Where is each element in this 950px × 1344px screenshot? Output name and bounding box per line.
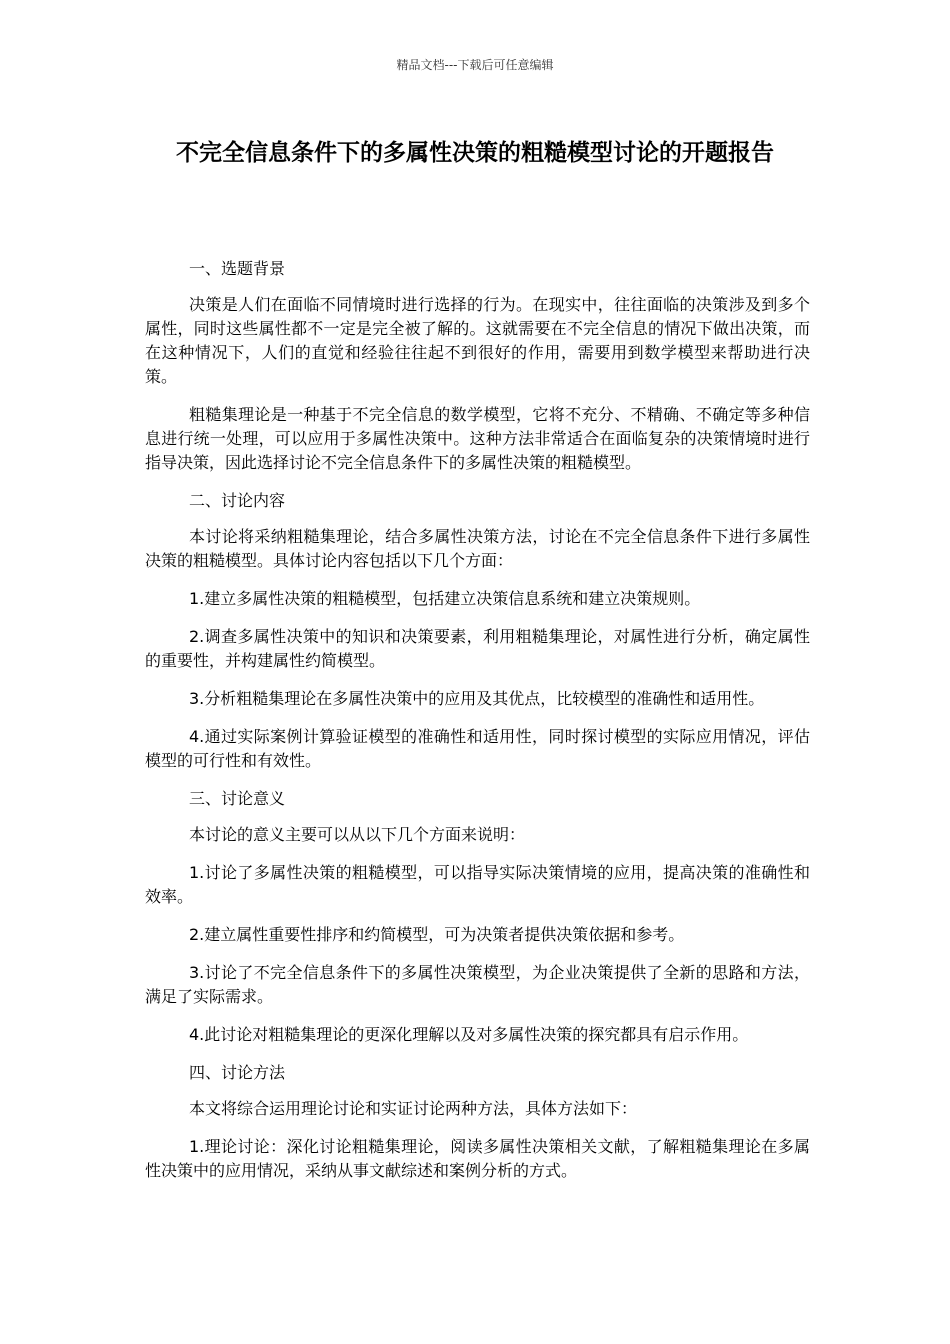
list-item: 1.讨论了多属性决策的粗糙模型，可以指导实际决策情境的应用，提高决策的准确性和效率。 bbox=[145, 863, 810, 906]
paragraph: 粗糙集理论是一种基于不完全信息的数学模型，它将不充分、不精确、不确定等多种信息进行统一处理，可以应用于多属性决策中。这种方法非常适合在面临复杂的决策情境时进行指导决策，因此选择讨论不完全信息条件下的多属性决策的粗糙模型。 bbox=[145, 405, 810, 472]
list-item: 4.此讨论对粗糙集理论的更深化理解以及对多属性决策的探究都具有启示作用。 bbox=[189, 1025, 749, 1044]
list-item: 1.理论讨论：深化讨论粗糙集理论，阅读多属性决策相关文献，了解粗糙集理论在多属性决策中的应用情况，采纳从事文献综述和案例分析的方式。 bbox=[145, 1137, 810, 1180]
list-item: 3.分析粗糙集理论在多属性决策中的应用及其优点，比较模型的准确性和适用性。 bbox=[189, 689, 765, 708]
list-item: 2.调查多属性决策中的知识和决策要素，利用粗糙集理论，对属性进行分析，确定属性的重要性，并构建属性约简模型。 bbox=[145, 627, 810, 670]
section-heading-content: 二、讨论内容 bbox=[189, 491, 286, 510]
paragraph: 决策是人们在面临不同情境时进行选择的行为。在现实中，往往面临的决策涉及到多个属性，同时这些属性都不一定是完全被了解的。这就需要在不完全信息的情况下做出决策，而在这种情况下，人们的直觉和经验往往起不到很好的作用，需要用到数学模型来帮助进行决策。 bbox=[145, 295, 810, 386]
paragraph: 本文将综合运用理论讨论和实证讨论两种方法，具体方法如下： bbox=[189, 1099, 638, 1118]
paragraph: 本讨论将采纳粗糙集理论，结合多属性决策方法，讨论在不完全信息条件下进行多属性决策的粗糙模型。具体讨论内容包括以下几个方面： bbox=[145, 527, 810, 570]
section-heading-background: 一、选题背景 bbox=[189, 259, 286, 278]
list-item: 3.讨论了不完全信息条件下的多属性决策模型，为企业决策提供了全新的思路和方法，满足了实际需求。 bbox=[145, 963, 810, 1006]
document-body bbox=[145, 257, 810, 1197]
section-heading-methods: 四、讨论方法 bbox=[189, 1063, 286, 1082]
list-item: 2.建立属性重要性排序和约简模型，可为决策者提供决策依据和参考。 bbox=[189, 925, 685, 944]
list-item: 4.通过实际案例计算验证模型的准确性和适用性，同时探讨模型的实际应用情况，评估模型的可行性和有效性。 bbox=[145, 727, 810, 770]
header-note: 精品文档---下载后可任意编辑 bbox=[396, 58, 554, 72]
document-title: 不完全信息条件下的多属性决策的粗糙模型讨论的开题报告 bbox=[176, 140, 774, 166]
list-item: 1.建立多属性决策的粗糙模型，包括建立决策信息系统和建立决策规则。 bbox=[189, 589, 701, 608]
section-heading-significance: 三、讨论意义 bbox=[189, 789, 286, 808]
paragraph: 本讨论的意义主要可以从以下几个方面来说明： bbox=[189, 825, 526, 844]
